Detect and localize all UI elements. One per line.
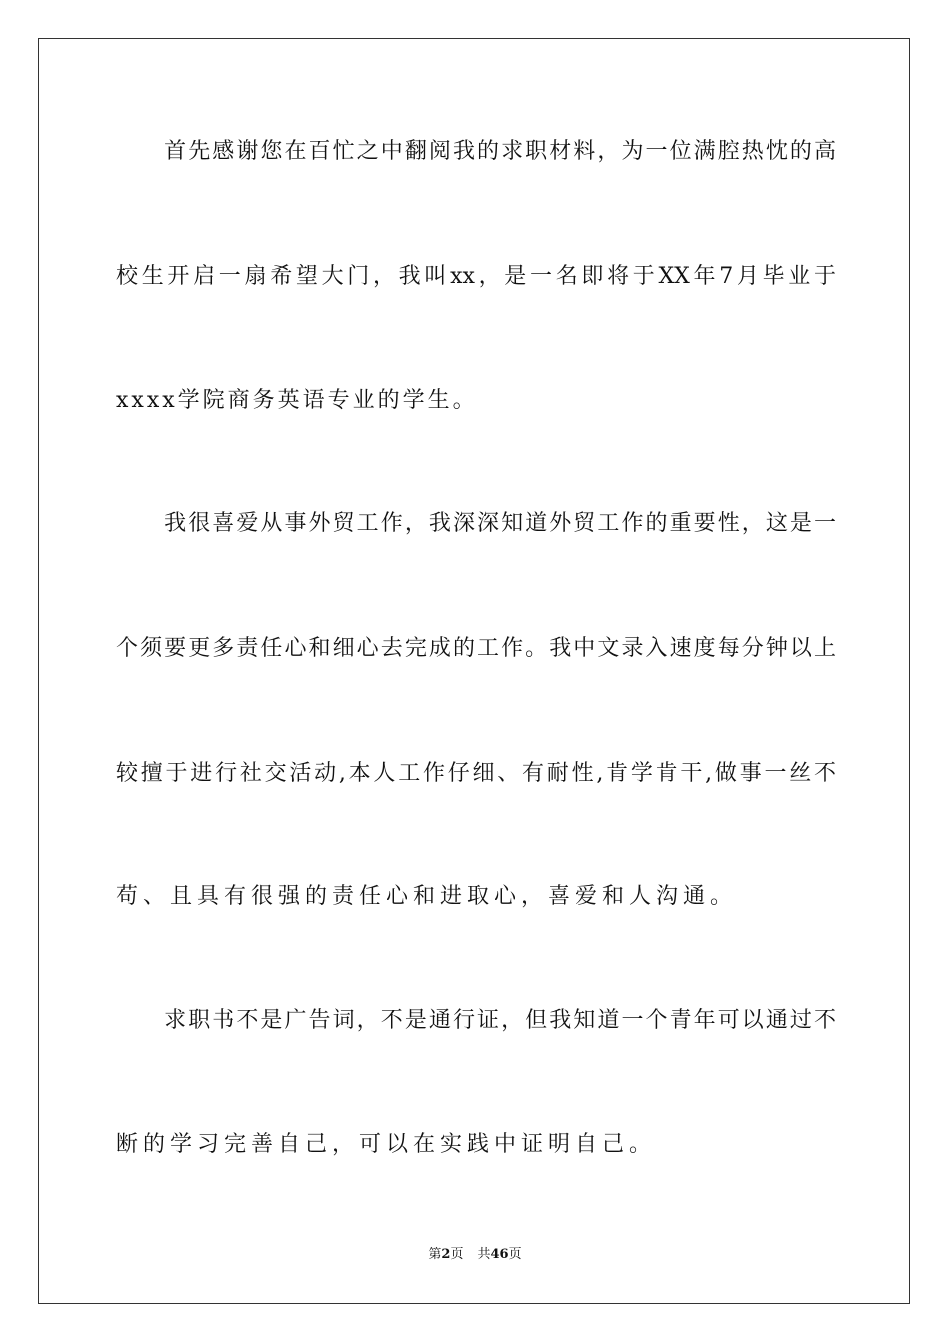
page-number: 2 — [441, 1247, 451, 1262]
total-prefix: 共 — [477, 1247, 491, 1262]
total-pages: 46 — [490, 1247, 509, 1262]
paragraph-2-line-1: 我很喜爱从事外贸工作，我深深知道外贸工作的重要性，这是一 — [116, 511, 836, 536]
page-frame — [38, 38, 910, 1304]
page-prefix: 第 — [428, 1247, 442, 1262]
paragraph-1-line-2: 校生开启一扇希望大门，我叫xx，是一名即将于XX年7月毕业于 — [116, 264, 836, 289]
paragraph-2-line-2: 个须要更多责任心和细心去完成的工作。我中文录入速度每分钟以上 — [116, 636, 836, 661]
paragraph-2-line-4: 苟、且具有很强的责任心和进取心，喜爱和人沟通。 — [116, 884, 738, 909]
paragraph-3-line-2: 断的学习完善自己，可以在实践中证明自己。 — [116, 1132, 657, 1157]
paragraph-2-line-3: 较擅于进行社交活动,本人工作仔细、有耐性,肯学肯干,做事一丝不 — [116, 761, 836, 786]
paragraph-3-line-1: 求职书不是广告词，不是通行证，但我知道一个青年可以通过不 — [116, 1008, 836, 1033]
page-suffix: 页 — [450, 1247, 464, 1262]
page-footer — [0, 1246, 950, 1264]
paragraph-1-line-1: 首先感谢您在百忙之中翻阅我的求职材料，为一位满腔热忱的高 — [116, 139, 836, 164]
paragraph-1-line-3: xxxx学院商务英语专业的学生。 — [116, 388, 478, 413]
total-suffix: 页 — [508, 1247, 522, 1262]
